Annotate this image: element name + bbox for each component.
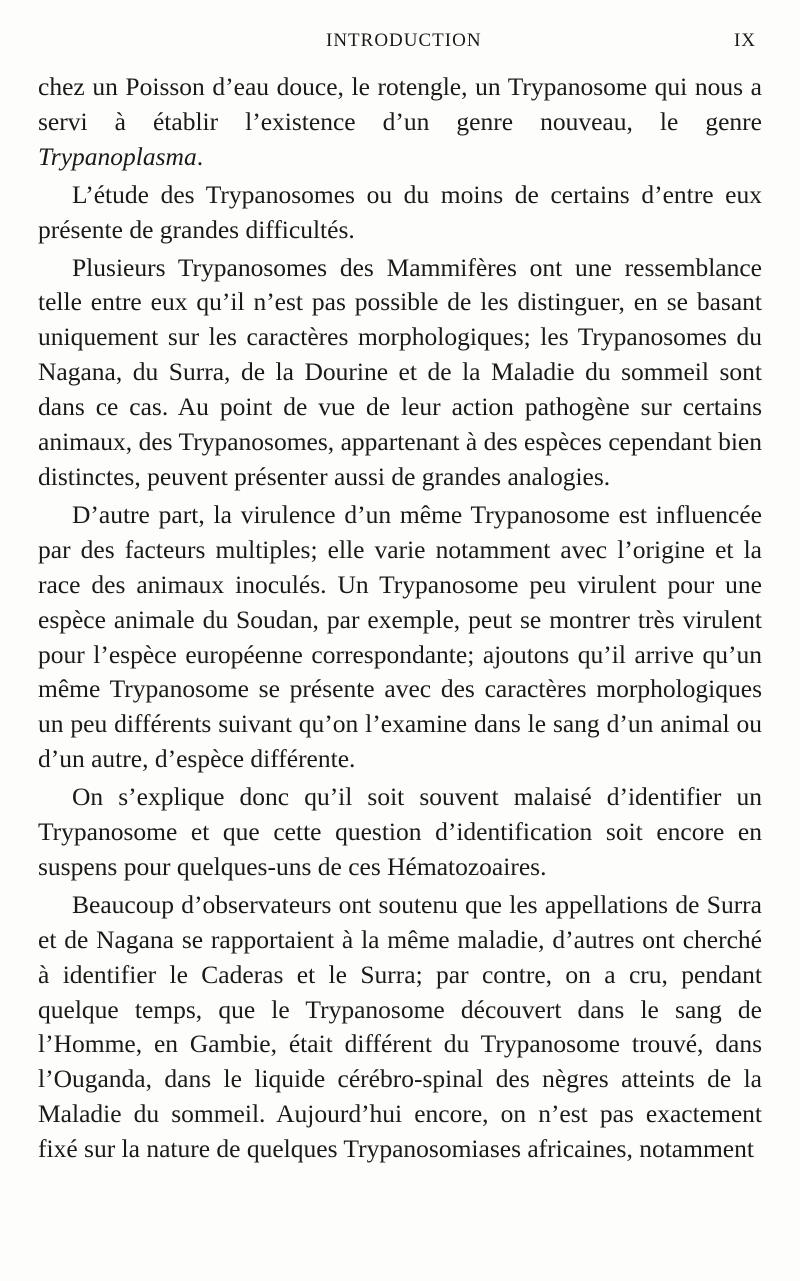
paragraph-4: D’autre part, la virulence d’un même Trypanosome est influencée par des facteurs multiples; elle varie notamment avec l’origine et la race des animaux inoculés. Un Trypanosome peu virulent pour une espèce animale du Soudan, par exemple, peut se montrer très virulent pour l’espèce européenne correspondante; ajoutons qu’il arrive qu’un même Trypanosome se présente avec des caractères morphologiques un peu différents suivant qu’on l’examine dans le sang d’un animal ou d’un autre, d’espèce différente. xyxy=(38,499,762,774)
genus-name: Trypanoplasma xyxy=(38,141,197,171)
body-text xyxy=(38,70,762,1167)
paragraph-5: On s’explique donc qu’il soit souvent malaisé d’identifier un Trypanosome et que cette question d’identification soit encore en suspens pour quelques-uns de ces Hématozoaires. xyxy=(38,782,762,881)
running-header xyxy=(326,30,756,58)
paragraph-6: Beaucoup d’observateurs ont soutenu que les appellations de Surra et de Nagana se rapportaient à la même maladie, d’autres ont cherché à identifier le Caderas et le Surra; par contre, on a cru, pendant quelque temps, que le Trypanosome découvert dans le sang de l’Homme, en Gambie, était différent du Trypanosome trouvé, dans l’Ouganda, dans le liquide cérébro-spinal des nègres atteints de la Maladie du sommeil. Aujourd’hui encore, on n’est pas exactement fixé sur la nature de quelques Trypanosomiases africaines, notamment xyxy=(38,889,762,1164)
paragraph-1 xyxy=(38,70,762,175)
paragraph-3: Plusieurs Trypanosomes des Mammifères ont une ressemblance telle entre eux qu’il n’est pas possible de les distinguer, en se basant uniquement sur les caractères morphologiques; les Trypanosomes du Nagana, du Surra, de la Dourine et de la Maladie du sommeil sont dans ce cas. Au point de vue de leur action pathogène sur certains animaux, des Trypanosomes, appartenant à des espèces cependant bien distinctes, peuvent présenter aussi de grandes analogies. xyxy=(38,252,762,491)
paragraph-1-end: . xyxy=(196,141,204,171)
page-number: IX xyxy=(733,30,756,51)
running-title: INTRODUCTION xyxy=(326,30,482,51)
paragraph-2: L’étude des Trypanosomes ou du moins de certains d’entre eux présente de grandes difficultés. xyxy=(38,179,762,244)
paragraph-1-text: chez un Poisson d’eau douce, le rotengle, un Trypanosome qui nous a servi à établir l’existence d’un genre nouveau, le genre xyxy=(38,72,762,136)
